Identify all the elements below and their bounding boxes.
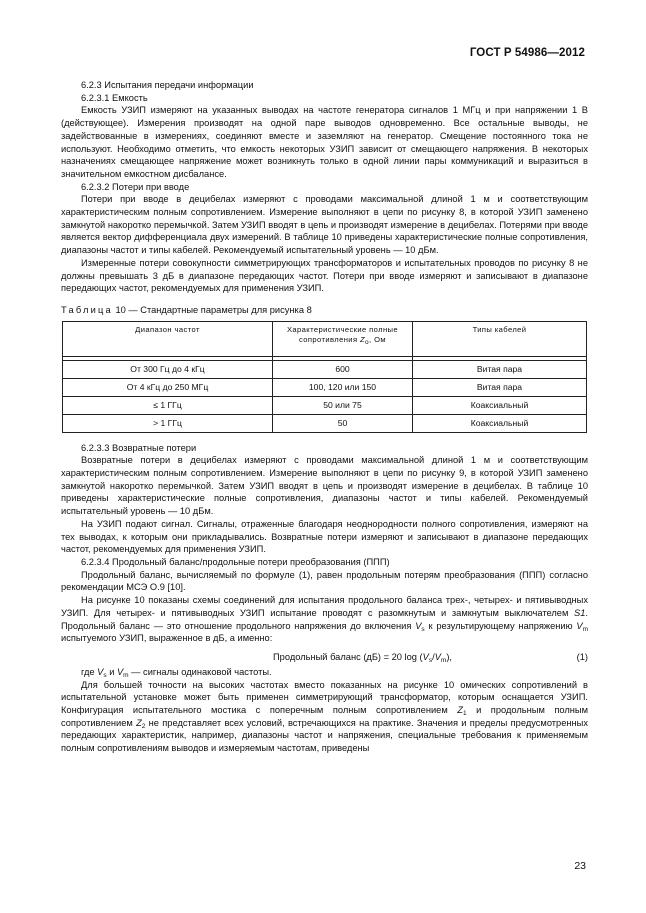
- cell-impedance: 50: [273, 414, 413, 432]
- cell-freq: От 300 Гц до 4 кГц: [63, 360, 273, 378]
- paragraph-return-loss-2: На УЗИП подают сигнал. Сигналы, отраженные благодаря неоднородности полного сопротивления, измеряют на тех выводах, к которым они прикладывались. Возвратные потери измеряют и записывают в диапазоне передающих частот, рекомендуемых для применения УЗИП.: [61, 518, 588, 555]
- table-10: [62, 321, 587, 433]
- table-row: [63, 414, 587, 432]
- table-row: [63, 396, 587, 414]
- table-header-row: [63, 321, 587, 356]
- table-caption: [61, 304, 588, 317]
- standard-number: ГОСТ Р 54986—2012: [469, 47, 585, 59]
- formula-1: [61, 648, 588, 666]
- header-impedance: [273, 321, 413, 356]
- page-content: [61, 79, 588, 755]
- header-impedance-sub: o: [365, 338, 370, 346]
- cell-freq: ≤ 1 ГГц: [63, 396, 273, 414]
- table-row: [63, 360, 587, 378]
- header-impedance-symbol: Z: [359, 334, 366, 344]
- formula-expression: Продольный баланс (дБ) = 20 $\log (V_s/V_m)$,: [273, 651, 452, 664]
- cell-freq: От 4 кГц до 250 МГц: [63, 378, 273, 396]
- paragraph-capacitance: Емкость УЗИП измеряют на указанных выводах на частоте генератора сигналов 1 МГц и при напряжении 1 В (действующее). Измерения производят на одной паре выводов одновременно. Все остальные выводы, не задействованные в измерениях, соединяют вместе и заземляют на генератор. Смещение постоянного тока не используют. Необходимо отметить, что емкость некоторых УЗИП зависит от смещающего напряжения. В некоторых назначениях смещающее напряжение может возникнуть только в одной линии пары коммуникаций и выразиться в значительном емкостном дисбалансе.: [61, 105, 588, 179]
- cell-impedance: 600: [273, 360, 413, 378]
- header-cable: Типы кабелей: [413, 321, 587, 356]
- formula-number: (1): [576, 651, 588, 662]
- cell-cable: Коаксиальный: [413, 414, 587, 432]
- section-heading-6-2-3-2: 6.2.3.2 Потери при вводе: [81, 181, 190, 192]
- paragraph-balance: Продольный баланс, вычисляемый по формуле (1), равен продольным потерям преобразования (ППП) согласно рекомендации МСЭ О.9 [10].: [61, 569, 588, 593]
- cell-freq: > 1 ГГц: [63, 414, 273, 432]
- cell-impedance: 50 или 75: [273, 396, 413, 414]
- header-impedance-line2: сопротивления: [298, 334, 360, 344]
- section-heading-6-2-3-1: 6.2.3.1 Емкость: [81, 92, 148, 103]
- formula-where: где $V_s$ и $V_m$ — сигналы одинаковой частоты.: [81, 666, 272, 679]
- section-heading-6-2-3-4: 6.2.3.4 Продольный баланс/продольные потери преобразования (ППП): [81, 556, 390, 567]
- cell-cable: Витая пара: [413, 360, 587, 378]
- paragraph-balance-2: На рисунке 10 показаны схемы соединений для испытания продольного баланса трех-, четырех- и пятивыводных УЗИП. Для четырех- и пятивыводных УЗИП испытание проводят с разомкнутым и замкнутым выключателем S1. Продольный баланс — это отношение продольного напряжения до включения $V_s$ к результирующему напряжению $V_m$ испытуемого УЗИП, выраженное в дБ, а именно:: [61, 595, 588, 644]
- section-heading-6-2-3-3: 6.2.3.3 Возвратные потери: [81, 442, 197, 453]
- header-impedance-line1: Характеристические полные: [286, 324, 399, 334]
- table-caption-text: 10 — Стандартные параметры для рисунка 8: [112, 304, 312, 315]
- paragraph-insertion-loss: Потери при вводе в децибелах измеряют с проводами максимальной длиной 1 м и соответствующим характеристическим полным сопротивлением. Измерение выполняют в цепи по рисунку 8, в которой УЗИП заменено замкнутой накоротко перемычкой. Затем УЗИП вводят в цепь и производят измерение в децибелах. Потерями при вводе является вектор дифференциала двух измерений. В таблице 10 приведены характеристические полные сопротивления, диапазоны частот и типы кабелей. Рекомендуемый испытательный уровень — 10 дБм.: [61, 194, 588, 256]
- paragraph-balance-3: Для большей точности на высоких частотах вместо показанных на рисунке 10 омических сопротивлений в испытательной установке может быть применен симметрирующий трансформатор, которым оснащается УЗИП. Конфигурация испытательного мостика с поперечным полным сопротивлением $Z_1$ и продольным полным сопротивлением $Z_2$ не представляет всех условий, встречающихся на практике. Значения и пределы предусмотренных передающих характеристик, например, диапазоны частот и напряжения, специальные требования к применяемым полным сопротивлениям выводов и измеряемым частотам, приведены: [61, 679, 588, 754]
- section-heading-6-2-3: 6.2.3 Испытания передачи информации: [81, 80, 254, 90]
- paragraph-return-loss: Возвратные потери в децибелах измеряют с проводами максимальной длиной 1 м и соответствующим характеристическим полным сопротивлением. Измерение выполняют в цепи по рисунку 9, в которой УЗИП заменено замкнутой накоротко перемычкой. Затем УЗИП вводят в цепь и производят измерение в децибелах. В таблице 10 приведены характеристические полные сопротивления, диапазоны частот и типы кабелей. Рекомендуемый испытательный уровень — 10 дБм.: [61, 455, 588, 517]
- paragraph-insertion-loss-2: Измеренные потери совокупности симметрирующих трансформаторов и испытательных проводов по рисунку 8 не должны превышать 3 дБ в диапазоне передающих частот. Потери при вводе измеряют и записывают в диапазоне передающих частот, рекомендуемых для применения УЗИП.: [61, 257, 588, 294]
- header-freq: Диапазон частот: [63, 321, 273, 356]
- page-number: 23: [574, 860, 586, 872]
- header-impedance-unit: , Ом: [369, 334, 386, 344]
- cell-cable: Витая пара: [413, 378, 587, 396]
- cell-cable: Коаксиальный: [413, 396, 587, 414]
- table-row: [63, 378, 587, 396]
- cell-impedance: 100, 120 или 150: [273, 378, 413, 396]
- table-caption-label: Таблица: [61, 304, 113, 315]
